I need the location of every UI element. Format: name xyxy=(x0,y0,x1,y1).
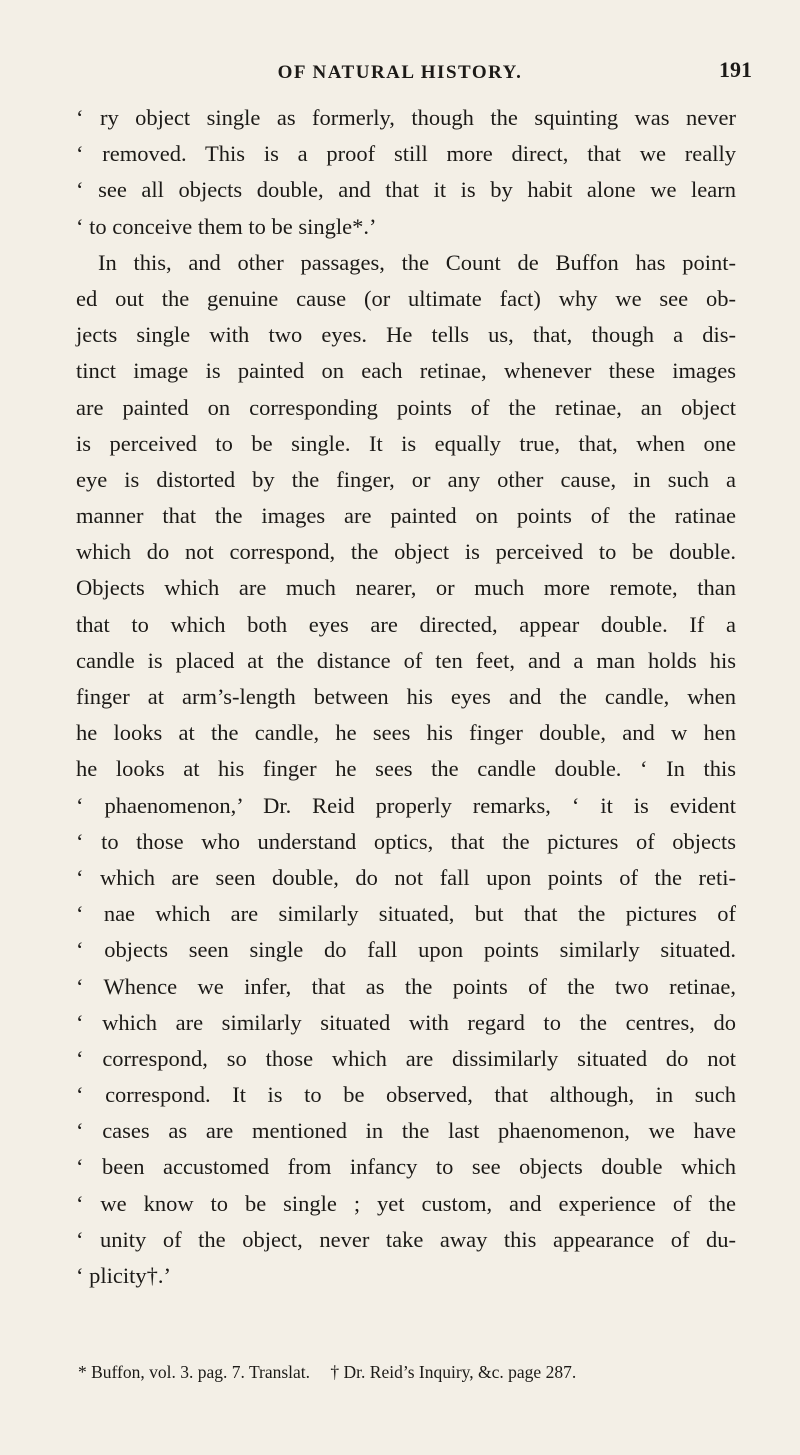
text-line: ‘ unity of the object, never take away this appearance of du- xyxy=(76,1226,736,1252)
text-line: ‘ to those who understand optics, that the pictures of objects xyxy=(76,828,736,854)
text-line: eye is distorted by the finger, or any other cause, in such a xyxy=(76,466,736,492)
text-line: ‘ nae which are similarly situated, but that the pictures of xyxy=(76,901,736,927)
text-line: ‘ correspond. It is to be observed, that although, in such xyxy=(76,1082,736,1108)
text-line: ‘ phaenomenon,’ Dr. Reid properly remarks, ‘ it is evident xyxy=(76,792,736,818)
text-line: he looks at his finger he sees the candle double. ‘ In this xyxy=(76,756,736,782)
text-line: finger at arm’s-length between his eyes and the candle, when xyxy=(76,684,736,709)
text-line: Objects which are much nearer, or much more remote, than xyxy=(76,575,736,601)
text-line: In this, and other passages, the Count de Buffon has point- xyxy=(98,249,736,275)
text-line: ‘ which are similarly situated with regard to the centres, do xyxy=(76,1009,736,1035)
text-line: jects single with two eyes. He tells us, that, though a dis- xyxy=(76,322,736,348)
text-line: ‘ objects seen single do fall upon points similarly situated. xyxy=(76,937,736,963)
text-line: ‘ we know to be single ; yet custom, and experience of the xyxy=(76,1190,736,1216)
footnotes xyxy=(78,1362,738,1383)
text-line: ‘ which are seen double, do not fall upon points of the reti- xyxy=(76,864,736,890)
text-line: candle is placed at the distance of ten feet, and a man holds his xyxy=(76,647,736,673)
page-number: 191 xyxy=(719,57,752,82)
running-title: OF NATURAL HISTORY. xyxy=(277,62,523,83)
text-line: which do not correspond, the object is perceived to be double. xyxy=(76,539,736,565)
footnote-buffon: * Buffon, vol. 3. pag. 7. Translat. xyxy=(78,1362,311,1382)
text-line: ‘ plicity†.’ xyxy=(76,1263,171,1288)
text-line: ‘ Whence we infer, that as the points of the two retinae, xyxy=(76,973,736,999)
running-head xyxy=(0,46,800,86)
text-line: he looks at the candle, he sees his finger double, and w hen xyxy=(76,720,736,746)
footnote-reid: † Dr. Reid’s Inquiry, &c. page 287. xyxy=(330,1362,577,1382)
text-line: is perceived to be single. It is equally true, that, when one xyxy=(76,430,736,456)
text-line: ‘ been accustomed from infancy to see objects double which xyxy=(76,1154,736,1180)
text-line: manner that the images are painted on points of the ratinae xyxy=(76,503,736,529)
text-line: ‘ see all objects double, and that it is by habit alone we learn xyxy=(76,177,736,203)
text-line: ‘ correspond, so those which are dissimilarly situated do not xyxy=(76,1045,736,1071)
text-line: ‘ cases as are mentioned in the last phaenomenon, we have xyxy=(76,1118,736,1144)
text-line: ‘ to conceive them to be single*.’ xyxy=(76,213,377,239)
text-line: ‘ ry object single as formerly, though the squinting was never xyxy=(76,105,736,130)
text-line: that to which both eyes are directed, appear double. If a xyxy=(76,611,736,637)
text-line: tinct image is painted on each retinae, whenever these images xyxy=(76,358,736,384)
text-line: ‘ removed. This is a proof still more direct, that we really xyxy=(76,141,736,167)
text-line: ed out the genuine cause (or ultimate fact) why we see ob- xyxy=(76,285,736,311)
body-text xyxy=(76,100,736,1294)
text-line: are painted on corresponding points of the retinae, an object xyxy=(76,394,736,420)
